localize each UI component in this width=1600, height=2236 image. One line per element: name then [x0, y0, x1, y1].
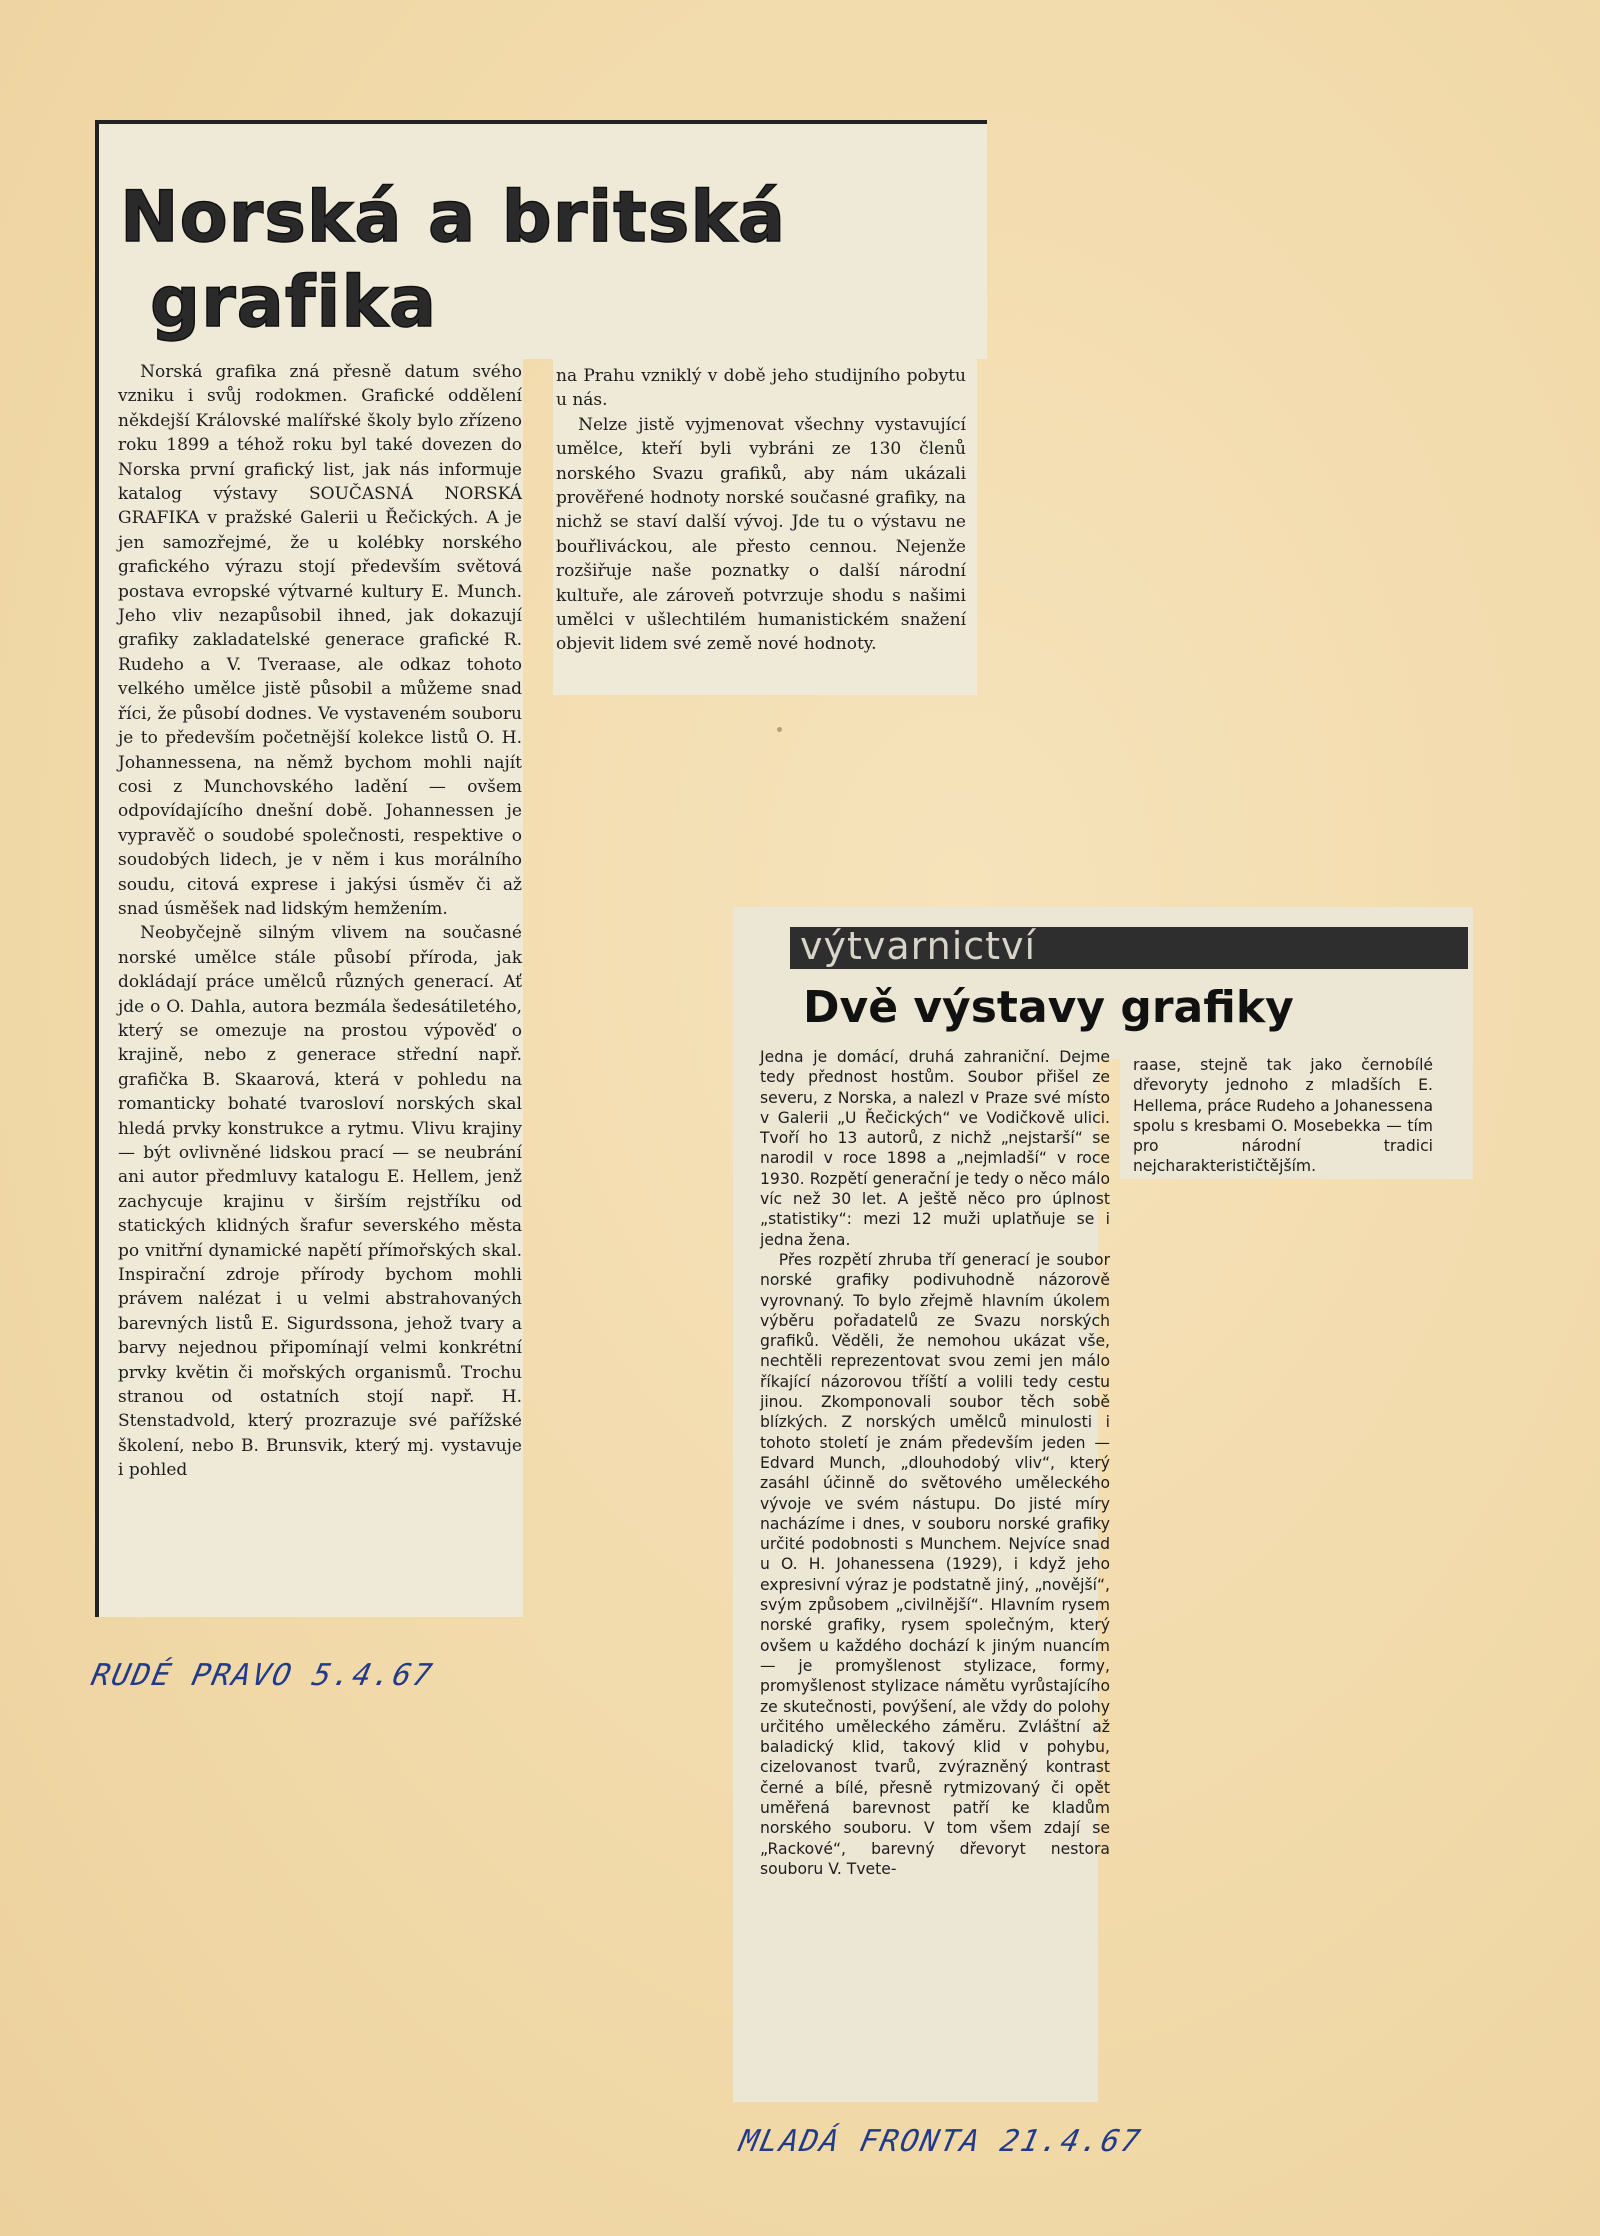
paragraph: Neobyčejně silným vlivem na současné norské umělce stále působí příroda, jak dokládají práce umělců různých generací. Ať jde o O. Dahla, autora bezmála šedesátiletého, který se omezuje na prostou výpověď o krajině, nebo z generace střední např. grafička B. Skaarová, která v pohledu na romanticky bohaté tvarosloví norských skal hledá prvky konstrukce a rytmu. Vlivu krajiny — být ovlivněné lidskou prací — se neubrání ani autor předmluvy katalogu E. Hellem, jenž zachycuje krajinu v širším rejstříku od statických klidných šrafur severského města po vnitřní dynamické napětí přímořských skal. Inspirační zdroje přírody bychom mohli právem nalézat i u velmi abstrahovaných barevných listů E. Sigurdssona, jehož tvary a barvy nejednou připomínají velmi konkrétní prvky květin či mořských organismů. Trochu stranou od ostatních stojí např. H. Stenstadvold, který prozrazuje své pařížské školení, nebo B. Brunsvik, který mj. vystavuje i pohled — [118, 923, 522, 1481]
headline-line2: grafika — [150, 261, 438, 343]
paragraph: Nelze jistě vyjmenovat všechny vystavující umělce, kteří byli vybráni ze 130 členů norského Svazu grafiků, aby nám ukázali prověřené hodnoty norské současné grafiky, na nichž se staví další vývoj. Jde tu o výstavu ne bouřliváckou, ale přesto cennou. Nejenže rozšiřuje naše poznatky o další národní kultuře, ale zároveň potvrzuje shodu s našimi umělci v ušlechtilém humanistickém snažení objevit lidem své země nové hodnoty. — [556, 414, 966, 655]
source-note-1: RUDÉ PRAVO 5.4.67 — [88, 1658, 437, 1693]
clipping1-headline — [120, 175, 786, 345]
paper-speck — [777, 727, 782, 732]
paragraph: Přes rozpětí zhruba tří generací je soubor norské grafiky podivuhodně názorově vyrovnaný. To bylo zřejmě hlavním úkolem výběru pořadatelů ze Svazu norských grafiků. Věděli, že nemohou ukázat vše, nechtěli reprezentovat svou zemi jen málo říkající názorovou tříští a volili tedy cestu jinou. Zkomponovali soubor těch sobě blízkých. Z norských umělců minulosti i tohoto století je znám především jeden — Edvard Munch, „dlouhodobý vliv“, který zasáhl účinně do světového uměleckého vývoje ve svém nástupu. Do jisté míry nacházíme i dnes, v souboru norské grafiky určité podobnosti s Munchem. Nejvíce snad u O. H. Johanessena (1929), i když jeho expresivní výraz je podstatně jiný, „novější“, svým způsobem „civilnější“. Hlavním rysem norské grafiky, rysem společným, který ovšem u každého dochází k jiným nuancím — je promyšlenost stylizace, formy, promyšlenost stylizace námětu vyrůstajícího ze skutečnosti, povýšení, ale vždy do polohy určitého uměleckého záměru. Zvláštní až baladický klid, takový klid v pohybu, cizelovanost tvarů, zvýrazněný kontrast černé a bílé, přesně rytmizovaný či opět uměřená barevnost patří ke kladům norského souboru. V tom všem zdají se „Rackové“, barevný dřevoryt nestora souboru V. Tvete- — [760, 1250, 1110, 1878]
clipping1-column1 — [118, 360, 522, 1483]
paragraph: na Prahu vzniklý v době jeho studijního pobytu u nás. — [556, 366, 966, 411]
source-note-2: MLADÁ FRONTA 21.4.67 — [736, 2124, 1145, 2159]
clipping2-column1 — [760, 1047, 1110, 1879]
section-label: výtvarnictví — [800, 924, 1037, 968]
clipping2-column2 — [1133, 1055, 1433, 1177]
paragraph: raase, stejně tak jako černobílé dřevoryty jednoho z mladších E. Hellema, práce Rudeho a Johanessena spolu s kresbami O. Mosebekka — tím pro národní tradici nejcharakterističtějším. — [1133, 1056, 1433, 1176]
clipping1-column2 — [556, 364, 966, 657]
headline-line1: Norská a britská — [120, 176, 787, 258]
clipping2-headline: Dvě výstavy grafiky — [803, 982, 1294, 1033]
paragraph: Jedna je domácí, druhá zahraniční. Dejme tedy přednost hostům. Soubor přišel ze severu, z Norska, a nalezl v Praze své místo v Galerii „U Řečických“ ve Vodičkově ulici. Tvoří ho 13 autorů, z nichž „nejstarší“ se narodil v roce 1898 a „nejmladší“ v roce 1930. Rozpětí generační je tedy o něco málo víc než 30 let. A ještě něco pro úplnost „statistiky“: mezi 12 muži uplatňuje se i jedna žena. — [760, 1048, 1110, 1249]
paragraph: Norská grafika zná přesně datum svého vzniku i svůj rodokmen. Grafické oddělení někdejší Královské malířské školy bylo zřízeno roku 1899 a téhož roku byl také dovezen do Norska první grafický list, jak nás informuje katalog výstavy SOUČASNÁ NORSKÁ GRAFIKA v pražské Galerii u Řečických. A je jen samozřejmé, že u kolébky norského grafického výrazu stojí především světová postava evropské výtvarné kultury E. Munch. Jeho vliv nezapůsobil ihned, jak dokazují grafiky zakladatelské generace grafické R. Rudeho a V. Tveraase, ale odkaz tohoto velkého umělce jistě působil a můžeme snad říci, že působí dodnes. Ve vystaveném souboru je to především početnější kolekce listů O. H. Johannessena, na němž bychom mohli najít cosi z Munchovského ladění — ovšem odpovídajícího dnešní době. Johannessen je vypravěč o soudobé společnosti, respektive o soudobých lidech, je v něm i kus morálního soudu, citová exprese i jakýsi úsměv či až snad úsměšek nad lidským hemžením. — [118, 362, 522, 919]
